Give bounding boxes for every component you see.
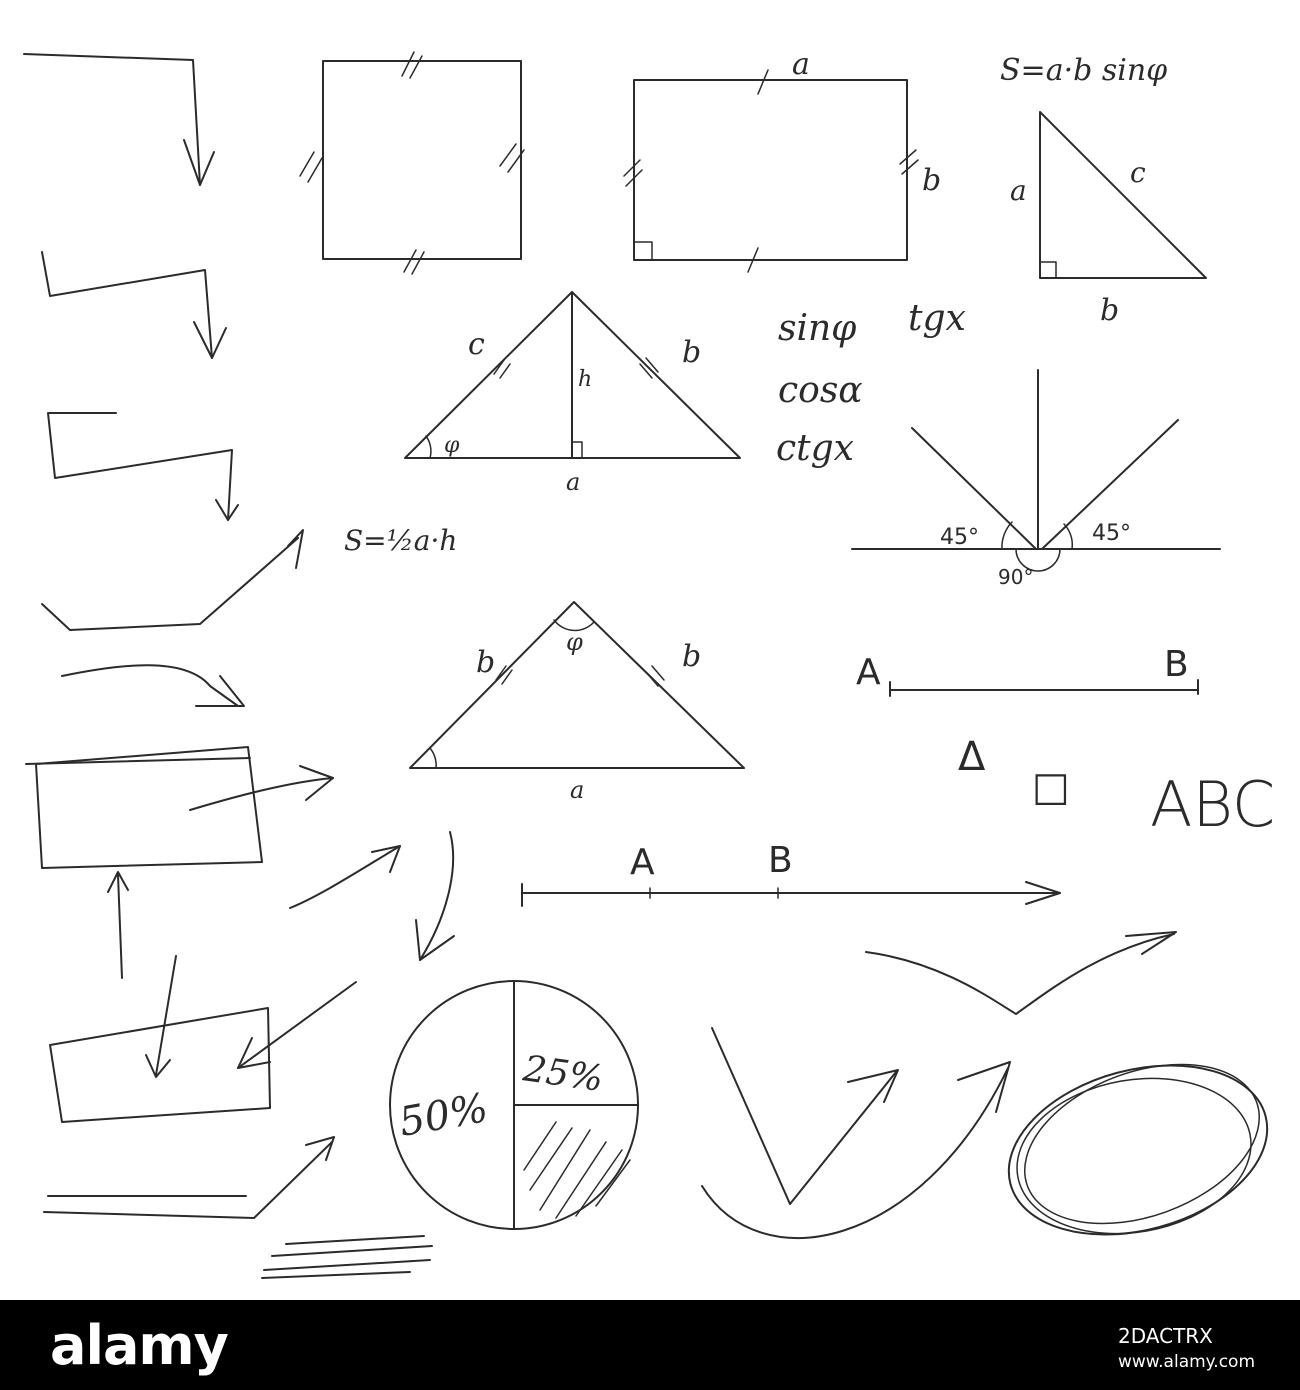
box-top [26, 747, 262, 868]
scribble-ellipse [990, 1035, 1286, 1262]
alamy-logo[interactable]: alamy [50, 1314, 228, 1377]
arrow-down-into-box [146, 956, 176, 1077]
trig-cos: cosα [778, 370, 863, 411]
angle-left-label: 45° [940, 525, 979, 550]
axis-label-B: B [768, 840, 793, 881]
letters-abc: ABC [1150, 768, 1276, 841]
arrow-curved-down [416, 832, 454, 960]
number-line [522, 882, 1060, 906]
right-tri-label-c: c [1130, 156, 1146, 189]
tri1-label-c: c [468, 327, 485, 362]
triangle-symbol: Δ [958, 734, 986, 780]
arrow-into-box-left [238, 982, 356, 1068]
arrow-bent-down-2 [42, 252, 226, 358]
parallelogram-area-formula: S=a·b sinφ [1000, 53, 1168, 88]
arrow-up-between-boxes [108, 872, 128, 978]
footer-bar [0, 1300, 1300, 1390]
trig-sin: sinφ [778, 308, 857, 349]
angle-right-label: 45° [1092, 521, 1131, 546]
angle-bottom-label: 90° [998, 565, 1034, 589]
pie-label-50: 50% [395, 1085, 492, 1146]
right-tri-label-a: a [1010, 174, 1027, 207]
arrow-bent-down-1 [24, 54, 214, 185]
box-bottom [50, 1008, 270, 1122]
tri2-label-a: a [570, 776, 585, 804]
curve-arrow [702, 1062, 1010, 1238]
arrow-diag-up-right [290, 846, 400, 908]
tri2-label-b-right: b [682, 639, 702, 674]
axis-label-A: A [630, 842, 655, 883]
trig-tg: tgx [908, 298, 966, 339]
image-id: 2DACTRX [1118, 1324, 1213, 1348]
check-arrow [712, 1028, 898, 1204]
segment-ab [890, 680, 1198, 696]
wave-arrow [866, 932, 1176, 1014]
arrow-from-box-right [190, 766, 333, 810]
tri2-label-b-left: b [476, 645, 496, 680]
segment-label-B: B [1164, 644, 1189, 685]
angles-diagram [852, 370, 1220, 571]
square-shape [300, 52, 524, 274]
triangle-area-formula: S=½a·h [344, 524, 458, 557]
tri2-label-phi: φ [566, 628, 583, 656]
underline-arrow [44, 1137, 334, 1218]
tri1-label-phi: φ [444, 433, 460, 458]
right-tri-label-b: b [1100, 293, 1120, 328]
arrow-bent-down-3 [48, 413, 238, 520]
rect-label-a: a [792, 47, 810, 82]
segment-label-A: A [856, 652, 881, 693]
rectangle-shape [624, 70, 918, 272]
tri1-label-a: a [566, 468, 581, 496]
pie-label-25: 25% [520, 1048, 606, 1101]
square-symbol: □ [1032, 764, 1070, 810]
arrow-bent-up-right [42, 530, 303, 630]
site-url[interactable]: www.alamy.com [1118, 1352, 1256, 1372]
hatch-underline [262, 1236, 432, 1278]
arrow-curved-right [62, 665, 244, 706]
right-triangle [1040, 112, 1206, 278]
triangle-with-angle [410, 602, 744, 768]
rect-label-b: b [922, 163, 942, 198]
tri1-label-b: b [682, 335, 702, 370]
tri1-label-h: h [578, 367, 593, 392]
trig-ctg: ctgx [776, 428, 854, 469]
